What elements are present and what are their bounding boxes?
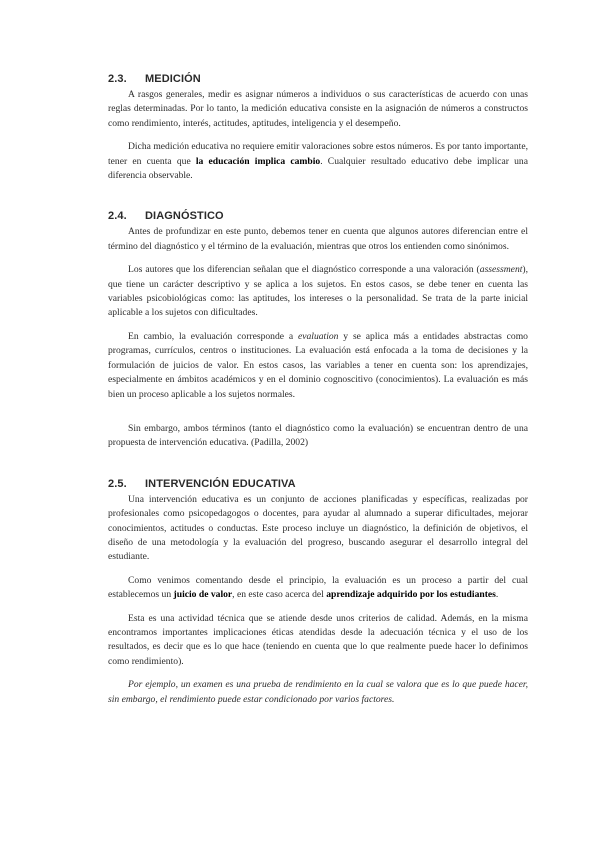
section-number: 2.5. [108, 477, 127, 490]
paragraph [108, 678, 528, 707]
text-run: . Cualquier resultado educativo debe implicar una diferencia observable. [108, 155, 528, 182]
text-run: Como venimos comentando desde el principio, la evaluación es un proceso a partir del cual establecemos un [108, 574, 528, 601]
paragraph [108, 140, 528, 183]
text-run: A rasgos generales, medir es asignar números a individuos o sus características de acuerdo con unas reglas determinadas. Por lo tanto, la medición educativa consiste en la asignación de números a constructos como rendimiento, interés, actitudes, aptitudes, inteligencia y el desempeño. [108, 89, 528, 129]
paragraph [108, 574, 528, 603]
text-run: , en este caso acerca del [232, 589, 327, 601]
text-run: Antes de profundizar en este punto, debemos tener en cuenta que algunos autores diferencian entre el término del diagnóstico y el término de la evaluación, mientras que otros los entienden como sinónimos. [108, 226, 528, 252]
section-heading [108, 478, 528, 490]
text-run: Esta es una actividad técnica que se atiende desde unos criterios de calidad. Además, en la misma encontramos importantes implicaciones éticas atendidas desde la adecuación técnica y el uso de los resultados, es decir que es lo que hace (teniendo en cuenta que lo que realmente puede hacer lo definimos como rendimiento). [108, 612, 528, 667]
paragraph [108, 422, 528, 451]
section-number: 2.3. [108, 73, 127, 85]
paragraph [108, 493, 528, 565]
bold-text: aprendizaje adquirido por los estudiantes [326, 589, 496, 601]
text-run: . [495, 589, 499, 601]
section-number: 2.4. [108, 210, 127, 223]
paragraph [108, 330, 528, 402]
text-run: En cambio, la evaluación corresponde a [128, 330, 298, 342]
italic-text: Por ejemplo, un examen es una prueba de rendimiento en la cual se valora que es lo que puede hacer, sin embargo, el rendimiento puede estar condicionado por varios factores. [108, 679, 528, 705]
paragraph [108, 225, 528, 254]
paragraph [108, 88, 528, 131]
italic-text: evaluation [297, 330, 339, 342]
section-heading [108, 73, 528, 85]
italic-text: assessment [479, 264, 523, 276]
text-run: Sin embargo, ambos términos (tanto el diagnóstico como la evaluación) se encuentran dentro de una propuesta de intervención educativa. (Padilla, 2002) [108, 422, 528, 449]
section-title: DIAGNÓSTICO [145, 210, 224, 223]
text-run: ), que tiene un carácter descriptivo y se aplica a los sujetos. En estos casos, se debe tener en cuenta las variables psicobiológicas como: las aptitudes, los intereses o la personalidad. Se trata de la parte inicial aplicable a los sujetos con dificultades. [108, 264, 528, 319]
bold-text: juicio de valor [173, 589, 233, 601]
section-title: MEDICIÓN [145, 73, 201, 85]
paragraph [108, 612, 528, 670]
section-heading [108, 210, 528, 222]
document-body [108, 73, 528, 707]
text-run: Los autores que los diferencian señalan que el diagnóstico corresponde a una valoración ( [128, 264, 480, 276]
paragraph [108, 263, 528, 321]
bold-text: la educación implica cambio [195, 155, 321, 167]
text-run: Una intervención educativa es un conjunto de acciones planificadas y específicas, realizadas por profesionales como psicopedagogos o docentes, para ayudar al alumnado a superar dificultades, mejorar conocimientos, actitudes o conductas. Este proceso incluye un diagnóstico, la definición de objetivos, el diseño de una metodología y la evaluación del progreso, buscando asegurar el desarrollo integral del estudiante. [108, 493, 528, 563]
section-title: INTERVENCIÓN EDUCATIVA [145, 477, 296, 490]
text-run: Dicha medición educativa no requiere emitir valoraciones sobre estos números. Es por tanto importante, tener en cuenta que [108, 141, 528, 167]
text-run: y se aplica más a entidades abstractas como programas, currículos, centros o instituciones. La evaluación está enfocada a la toma de decisiones y la formulación de juicios de valor. En estos casos, las variables a tener en cuenta son: los aprendizajes, especialmente en ámbitos académicos y en el dominio cognoscitivo (conocimientos). La evaluación es más bien un proceso aplicable a los sujetos normales. [108, 330, 528, 400]
